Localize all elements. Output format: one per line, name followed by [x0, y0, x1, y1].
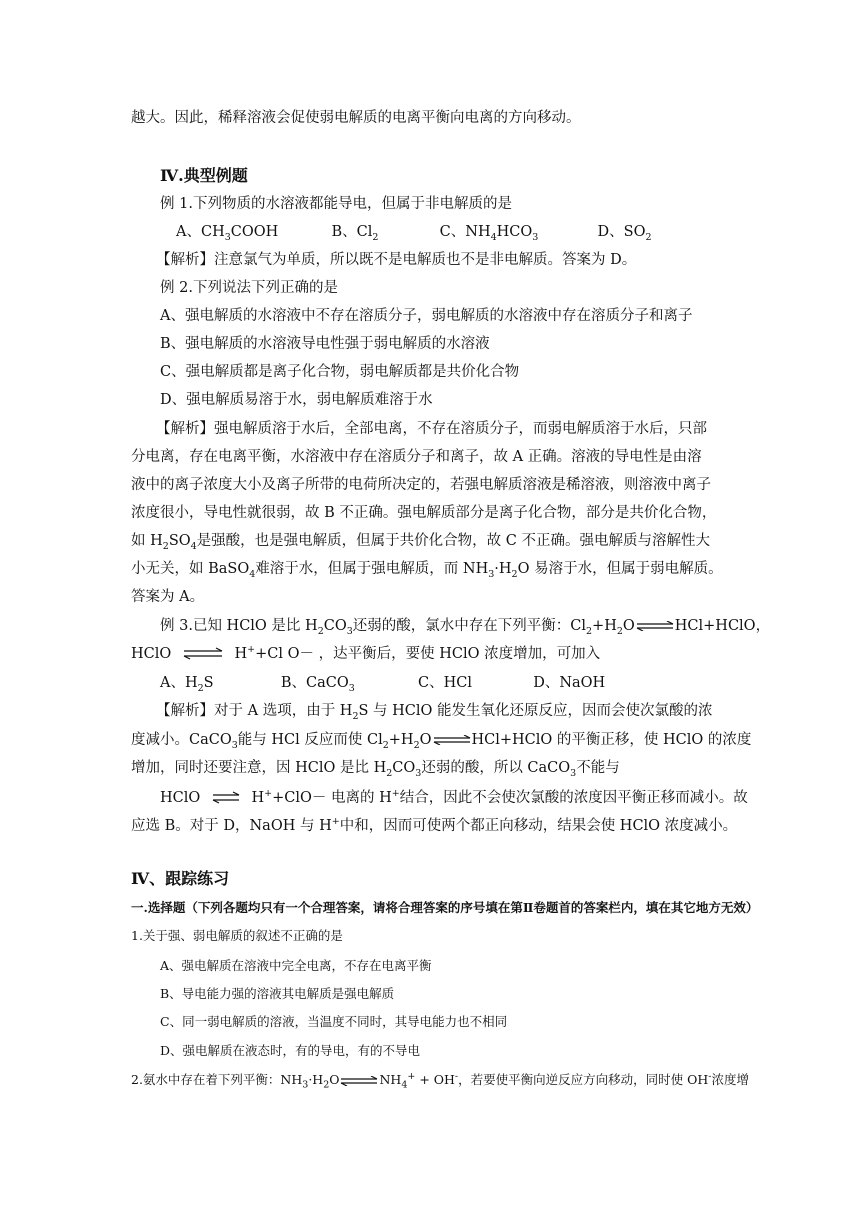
example-1-question: 例 1.下列物质的水溶液都能导电，但属于非电解质的是 — [160, 196, 512, 212]
option-a: A、$H_2S$ — [160, 675, 214, 694]
question-1-option-d: D、强电解质在液态时，有的导电，有的不导电 — [160, 1043, 421, 1058]
example-2-analysis-line: 如 $H_2SO_4$是强酸，也是强电解质，但属于共价化合物，故 C 不正确。强电解质与溶解性大 — [131, 533, 710, 552]
option-b: B、CaCO$_3$ — [280, 675, 355, 694]
example-2-question: 例 2.下列说法下列正确的是 — [160, 280, 338, 296]
example-3-question-line: HClO H++Cl O－ ，达平衡后，要使 HClO 浓度增加，可加入 — [131, 644, 601, 662]
option-d: D、NaOH — [533, 675, 606, 691]
option-c: C、$NH_4HCO_3$ — [439, 224, 539, 243]
example-3-analysis-line: 度减小。CaCO$_3$能与 HCl 反应而使 $Cl_2+H_2O$ HCl+HClO 的平衡正移，使 HClO 的浓度 — [131, 732, 752, 751]
equilibrium-arrow-icon — [182, 647, 224, 661]
example-2-analysis-line: 【解析】强电解质溶于水后，全部电离，不存在溶质分子，而弱电解质溶于水后，只部 — [156, 421, 707, 437]
option-d: D、$SO_2$ — [597, 224, 652, 243]
section-heading: Ⅳ.典型例题 — [160, 166, 248, 185]
section-heading: Ⅳ、跟踪练习 — [131, 869, 230, 888]
question-1: 1.关于强、弱电解质的叙述不正确的是 — [131, 928, 343, 943]
example-3-question-line: 例 3.已知 HClO 是比 $H_2CO_3$还弱的酸，氯水中存在下列平衡：$Cl_2+H_2O$ HCl+HClO， — [160, 618, 771, 637]
example-3-analysis-line: 【解析】对于 A 选项，由于 $H_2S$ 与 HClO 能发生氧化还原反应，因而会使次氯酸的浓 — [156, 703, 713, 722]
example-3-options — [160, 673, 605, 693]
example-2-analysis-line: 液中的离子浓度大小及离子所带的电荷所决定的，若强电解质溶液是稀溶液，则溶液中离子 — [131, 477, 711, 493]
question-1-option-b: B、导电能力强的溶液其电解质是强电解质 — [160, 986, 395, 1001]
example-2-analysis-line: 浓度很小，导电性就很弱，故 B 不正确。强电解质部分是离子化合物，部分是共价化合物， — [131, 505, 717, 521]
example-2-option-b: B、强电解质的水溶液导电性强于弱电解质的水溶液 — [160, 336, 490, 352]
paragraph-line: 越大。因此，稀释溶液会促使弱电解质的电离平衡向电离的方向移动。 — [131, 110, 581, 126]
example-2-option-d: D、强电解质易溶于水，弱电解质难溶于水 — [160, 392, 433, 408]
example-2-analysis-line: 小无关，如 BaSO$_4$难溶于水，但属于强电解质，而 $NH_3\cdot H_2O$ 易溶于水，但属于弱电解质。 — [131, 561, 723, 580]
example-2-analysis-line: 分电离，存在电离平衡，水溶液中存在溶质分子和离子，故 A 正确。溶液的导电性是由溶 — [131, 449, 702, 465]
equilibrium-arrow-icon — [211, 791, 241, 805]
example-2-answer: 答案为 A。 — [131, 589, 205, 605]
example-2-option-c: C、强电解质都是离子化合物，弱电解质都是共价化合物 — [160, 364, 520, 380]
equilibrium-arrow-icon — [432, 735, 472, 745]
example-3-analysis-line: 应选 B。对于 D，NaOH 与 H+中和，因而可使两个都正向移动，结果会使 HClO 浓度减小。 — [131, 816, 738, 834]
example-1-analysis: 【解析】注意氯气为单质，所以既不是电解质也不是非电解质。答案为 D。 — [156, 252, 637, 268]
equilibrium-arrow-icon — [339, 1076, 379, 1086]
example-3-analysis-line: HClO H++ClO－ 电离的 H+结合，因此不会使次氯酸的浓度因平衡正移而减小。故 — [160, 788, 748, 806]
question-2: 2.氨水中存在着下列平衡：$NH_3\cdot H_2O$ $NH_4^+ + OH^-$，若要使平衡向逆反应方向移动，同时使 OH-浓度增 — [131, 1070, 749, 1091]
option-c: C、HCl — [417, 675, 472, 691]
example-2-option-a: A、强电解质的水溶液中不存在溶质分子，弱电解质的水溶液中存在溶质分子和离子 — [160, 308, 693, 324]
question-1-option-a: A、强电解质在溶液中完全电离，不存在电离平衡 — [160, 958, 432, 973]
example-3-analysis-line: 增加，同时还要注意，因 HClO 是比 $H_2CO_3$还弱的酸，所以 CaCO$_3$不能与 — [131, 760, 620, 779]
example-1-options — [176, 222, 652, 242]
equilibrium-arrow-icon — [635, 621, 675, 631]
multiple-choice-instructions: 一.选择题（下列各题均只有一个合理答案，请将合理答案的序号填在第Ⅱ卷题首的答案栏内，填在其它地方无效） — [131, 900, 759, 915]
option-a: A、$CH_3COOH$ — [176, 224, 279, 243]
option-b: B、$Cl_2$ — [331, 224, 379, 243]
question-1-option-c: C、同一弱电解质的溶液，当温度不同时，其导电能力也不相同 — [160, 1014, 508, 1029]
